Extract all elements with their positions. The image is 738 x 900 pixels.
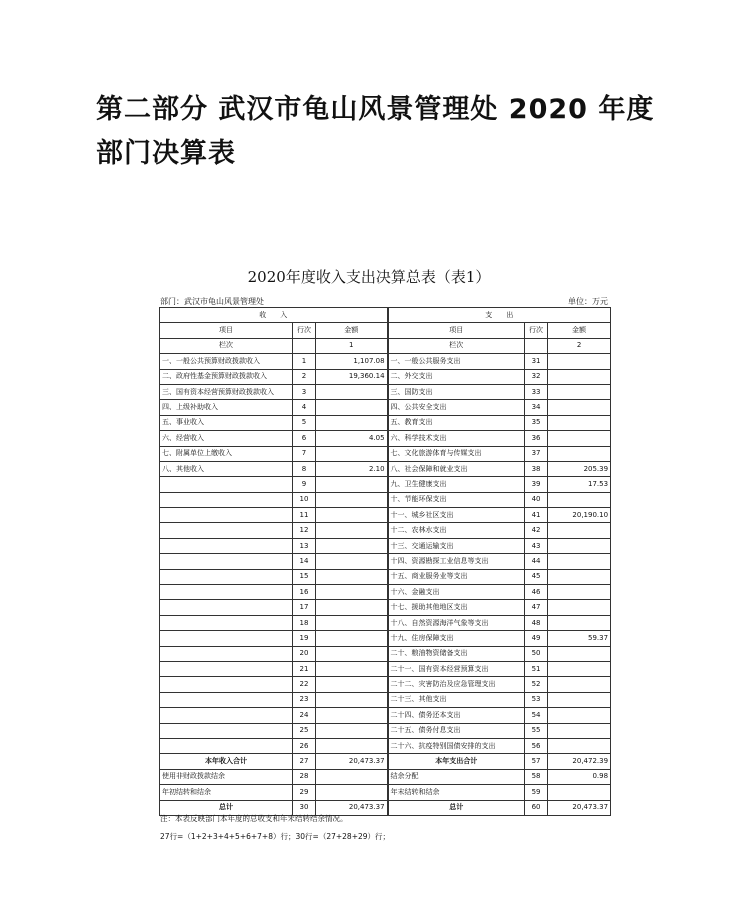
expense-line-cell: 34: [525, 400, 548, 415]
expense-item-cell: 六、科学技术支出: [388, 431, 525, 446]
table-row: [160, 538, 611, 553]
expense-total-amount: 20,472.39: [548, 754, 611, 769]
begin-carryover-line: 29: [293, 785, 316, 800]
expense-total-label: 本年支出合计: [388, 754, 525, 769]
expense-item-cell: 九、卫生健康支出: [388, 477, 525, 492]
expense-amount-cell: [548, 369, 611, 384]
income-line-cell: 18: [293, 615, 316, 630]
expense-amount-cell: [548, 738, 611, 753]
table-row: [160, 600, 611, 615]
expense-line-header: 行次: [525, 323, 548, 338]
income-total-line: 27: [293, 754, 316, 769]
table-row: [160, 508, 611, 523]
table-row: [160, 477, 611, 492]
expense-line-cell: 54: [525, 708, 548, 723]
income-amount-cell: [316, 384, 388, 399]
expense-amount-cell: [548, 400, 611, 415]
income-item-header: 项目: [160, 323, 293, 338]
column-header-row: [160, 323, 611, 338]
income-line-cell: 7: [293, 446, 316, 461]
income-line-header: 行次: [293, 323, 316, 338]
table-row: [160, 661, 611, 676]
expense-item-cell: 五、教育支出: [388, 415, 525, 430]
table-row: [160, 461, 611, 476]
expense-item-cell: 二十三、其他支出: [388, 692, 525, 707]
income-line-cell: 5: [293, 415, 316, 430]
income-item-cell: [160, 723, 293, 738]
table-row: [160, 384, 611, 399]
income-item-cell: 四、上级补助收入: [160, 400, 293, 415]
income-amount-cell: [316, 554, 388, 569]
total-row: [160, 754, 611, 769]
income-amount-cell: [316, 646, 388, 661]
expense-amount-cell: [548, 569, 611, 584]
expense-line-cell: 33: [525, 384, 548, 399]
income-line-cell: 13: [293, 538, 316, 553]
expense-amount-cell: 17.53: [548, 477, 611, 492]
expense-item-cell: 十一、城乡社区支出: [388, 508, 525, 523]
income-amount-cell: [316, 585, 388, 600]
expense-item-cell: 十五、商业服务业等支出: [388, 569, 525, 584]
section-header-row: [160, 308, 611, 323]
expense-amount-cell: [548, 661, 611, 676]
income-amount-cell: [316, 492, 388, 507]
table-row: [160, 692, 611, 707]
nonfiscal-balance-amount: [316, 769, 388, 784]
expense-amount-cell: [548, 692, 611, 707]
expense-line-cell: 55: [525, 723, 548, 738]
table-row: [160, 569, 611, 584]
income-line-cell: 12: [293, 523, 316, 538]
income-line-cell: 8: [293, 461, 316, 476]
income-grand-total-amount: 20,473.37: [316, 800, 388, 815]
expense-amount-cell: [548, 677, 611, 692]
income-line-cell: 3: [293, 384, 316, 399]
income-amount-cell: [316, 508, 388, 523]
expense-line-cell: 47: [525, 600, 548, 615]
table-row: [160, 738, 611, 753]
expense-amount-cell: 20,190.10: [548, 508, 611, 523]
expense-item-cell: 二十一、国有资本经营预算支出: [388, 661, 525, 676]
expense-line-cell: 37: [525, 446, 548, 461]
income-item-cell: 三、国有资本经营预算财政拨款收入: [160, 384, 293, 399]
expense-item-cell: 二十五、债务付息支出: [388, 723, 525, 738]
expense-item-cell: 十三、交通运输支出: [388, 538, 525, 553]
table-row: [160, 554, 611, 569]
income-item-cell: [160, 492, 293, 507]
income-amount-cell: [316, 600, 388, 615]
income-amount-cell: [316, 415, 388, 430]
expense-item-cell: 四、公共安全支出: [388, 400, 525, 415]
table-note: 注：本表反映部门本年度的总收支和年末结转结余情况。: [160, 814, 348, 823]
begin-carryover-label: 年初结转和结余: [160, 785, 293, 800]
table-row: [160, 369, 611, 384]
income-item-cell: [160, 523, 293, 538]
expense-total-line: 57: [525, 754, 548, 769]
income-line-cell: 11: [293, 508, 316, 523]
column-index-row: [160, 338, 611, 353]
income-total-label: 本年收入合计: [160, 754, 293, 769]
income-item-cell: [160, 569, 293, 584]
expense-amount-cell: [548, 723, 611, 738]
expense-column-label: 栏次: [388, 338, 525, 353]
income-amount-cell: [316, 677, 388, 692]
income-grand-total-line: 30: [293, 800, 316, 815]
income-amount-cell: [316, 708, 388, 723]
income-expense-table: [159, 307, 611, 816]
table-row: [160, 492, 611, 507]
income-amount-cell: 2.10: [316, 461, 388, 476]
expense-item-cell: 二、外交支出: [388, 369, 525, 384]
table-title: 2020年度收入支出决算总表（表1）: [247, 268, 491, 286]
balance-row: [160, 769, 611, 784]
expense-line-cell: 49: [525, 631, 548, 646]
expense-amount-cell: [548, 554, 611, 569]
expense-amount-cell: [548, 538, 611, 553]
table-row: [160, 446, 611, 461]
expense-item-cell: 二十四、债务还本支出: [388, 708, 525, 723]
income-item-cell: [160, 538, 293, 553]
expense-line-cell: 32: [525, 369, 548, 384]
income-item-cell: [160, 708, 293, 723]
table-row: [160, 415, 611, 430]
income-amount-cell: [316, 569, 388, 584]
income-amount-cell: [316, 615, 388, 630]
table-row: [160, 585, 611, 600]
balance-allocation-line: 58: [525, 769, 548, 784]
expense-item-cell: 八、社会保障和就业支出: [388, 461, 525, 476]
income-amount-cell: [316, 738, 388, 753]
income-total-amount: 20,473.37: [316, 754, 388, 769]
expense-grand-total-line: 60: [525, 800, 548, 815]
balance-allocation-label: 结余分配: [388, 769, 525, 784]
expense-amount-cell: [548, 523, 611, 538]
income-item-cell: [160, 585, 293, 600]
end-carryover-label: 年末结转和结余: [388, 785, 525, 800]
income-line-cell: 19: [293, 631, 316, 646]
income-section-header: 收 入: [160, 308, 388, 323]
expense-item-cell: 十六、金融支出: [388, 585, 525, 600]
income-item-cell: [160, 600, 293, 615]
income-item-cell: [160, 508, 293, 523]
expense-amount-cell: [548, 446, 611, 461]
income-amount-cell: [316, 661, 388, 676]
nonfiscal-balance-line: 28: [293, 769, 316, 784]
income-item-cell: 七、附属单位上缴收入: [160, 446, 293, 461]
expense-column-blank: [525, 338, 548, 353]
expense-section-header: 支 出: [388, 308, 611, 323]
expense-item-cell: 七、文化旅游体育与传媒支出: [388, 446, 525, 461]
income-item-cell: 一、一般公共预算财政拨款收入: [160, 354, 293, 369]
income-amount-cell: [316, 523, 388, 538]
income-item-cell: 六、经营收入: [160, 431, 293, 446]
table-row: [160, 631, 611, 646]
income-line-cell: 14: [293, 554, 316, 569]
income-amount-cell: 19,360.14: [316, 369, 388, 384]
expense-amount-cell: [548, 384, 611, 399]
expense-item-cell: 十九、住房保障支出: [388, 631, 525, 646]
income-amount-cell: [316, 631, 388, 646]
expense-line-cell: 50: [525, 646, 548, 661]
expense-column-number: 2: [548, 338, 611, 353]
expense-item-cell: 十四、资源勘探工业信息等支出: [388, 554, 525, 569]
income-line-cell: 25: [293, 723, 316, 738]
table-row: [160, 400, 611, 415]
table-row: [160, 523, 611, 538]
expense-amount-cell: [548, 431, 611, 446]
income-item-cell: [160, 661, 293, 676]
expense-amount-cell: 59.37: [548, 631, 611, 646]
income-column-number: 1: [316, 338, 388, 353]
expense-line-cell: 40: [525, 492, 548, 507]
end-carryover-amount: [548, 785, 611, 800]
expense-line-cell: 45: [525, 569, 548, 584]
expense-line-cell: 51: [525, 661, 548, 676]
expense-item-cell: 二十、粮油物资储备支出: [388, 646, 525, 661]
income-amount-cell: [316, 446, 388, 461]
expense-line-cell: 36: [525, 431, 548, 446]
expense-amount-cell: [548, 646, 611, 661]
department-label: 部门：武汉市龟山风景管理处: [160, 297, 264, 306]
table-row: [160, 677, 611, 692]
income-item-cell: [160, 692, 293, 707]
income-item-cell: [160, 615, 293, 630]
expense-item-cell: 十二、农林水支出: [388, 523, 525, 538]
expense-amount-cell: [548, 615, 611, 630]
income-item-cell: 八、其他收入: [160, 461, 293, 476]
income-amount-cell: [316, 477, 388, 492]
expense-line-cell: 48: [525, 615, 548, 630]
income-column-label: 栏次: [160, 338, 293, 353]
income-item-cell: [160, 554, 293, 569]
expense-item-cell: 十、节能环保支出: [388, 492, 525, 507]
income-line-cell: 22: [293, 677, 316, 692]
expense-line-cell: 56: [525, 738, 548, 753]
expense-line-cell: 44: [525, 554, 548, 569]
expense-line-cell: 53: [525, 692, 548, 707]
income-item-cell: [160, 631, 293, 646]
income-line-cell: 23: [293, 692, 316, 707]
income-line-cell: 24: [293, 708, 316, 723]
income-line-cell: 1: [293, 354, 316, 369]
income-item-cell: [160, 738, 293, 753]
table-row: [160, 723, 611, 738]
expense-line-cell: 31: [525, 354, 548, 369]
expense-amount-cell: [548, 354, 611, 369]
income-line-cell: 21: [293, 661, 316, 676]
nonfiscal-balance-label: 使用非财政拨款结余: [160, 769, 293, 784]
expense-item-cell: 十七、援助其他地区支出: [388, 600, 525, 615]
income-item-cell: 五、事业收入: [160, 415, 293, 430]
expense-amount-header: 金额: [548, 323, 611, 338]
end-carryover-line: 59: [525, 785, 548, 800]
income-amount-cell: [316, 692, 388, 707]
income-line-cell: 15: [293, 569, 316, 584]
expense-amount-cell: [548, 415, 611, 430]
income-line-cell: 10: [293, 492, 316, 507]
expense-grand-total-amount: 20,473.37: [548, 800, 611, 815]
expense-line-cell: 43: [525, 538, 548, 553]
income-amount-header: 金额: [316, 323, 388, 338]
income-amount-cell: [316, 723, 388, 738]
income-amount-cell: [316, 400, 388, 415]
income-item-cell: [160, 477, 293, 492]
income-line-cell: 6: [293, 431, 316, 446]
expense-amount-cell: [548, 492, 611, 507]
expense-amount-cell: [548, 585, 611, 600]
table-row: [160, 354, 611, 369]
income-amount-cell: 1,107.08: [316, 354, 388, 369]
income-item-cell: 二、政府性基金预算财政拨款收入: [160, 369, 293, 384]
unit-label: 单位：万元: [568, 297, 608, 306]
income-amount-cell: 4.05: [316, 431, 388, 446]
formula-note: 27行=（1+2+3+4+5+6+7+8）行；30行=（27+28+29）行；: [160, 832, 391, 841]
expense-amount-cell: [548, 600, 611, 615]
table-row: [160, 615, 611, 630]
income-line-cell: 17: [293, 600, 316, 615]
expense-grand-total-label: 总计: [388, 800, 525, 815]
expense-amount-cell: 205.39: [548, 461, 611, 476]
table-row: [160, 708, 611, 723]
expense-line-cell: 39: [525, 477, 548, 492]
expense-line-cell: 42: [525, 523, 548, 538]
begin-carryover-amount: [316, 785, 388, 800]
income-amount-cell: [316, 538, 388, 553]
expense-item-header: 项目: [388, 323, 525, 338]
income-item-cell: [160, 646, 293, 661]
income-line-cell: 26: [293, 738, 316, 753]
table-row: [160, 646, 611, 661]
expense-amount-cell: [548, 708, 611, 723]
income-item-cell: [160, 677, 293, 692]
expense-item-cell: 一、一般公共服务支出: [388, 354, 525, 369]
expense-line-cell: 46: [525, 585, 548, 600]
income-line-cell: 9: [293, 477, 316, 492]
income-column-blank: [293, 338, 316, 353]
expense-item-cell: 二十六、抗疫特别国债安排的支出: [388, 738, 525, 753]
document-heading: 第二部分 武汉市龟山风景管理处 2020 年度部门决算表: [96, 94, 655, 169]
expense-line-cell: 38: [525, 461, 548, 476]
expense-item-cell: 二十二、灾害防治及应急管理支出: [388, 677, 525, 692]
income-line-cell: 20: [293, 646, 316, 661]
expense-line-cell: 52: [525, 677, 548, 692]
expense-item-cell: 十八、自然资源海洋气象等支出: [388, 615, 525, 630]
income-line-cell: 4: [293, 400, 316, 415]
expense-item-cell: 三、国防支出: [388, 384, 525, 399]
income-line-cell: 16: [293, 585, 316, 600]
table-row: [160, 431, 611, 446]
income-grand-total-label: 总计: [160, 800, 293, 815]
income-line-cell: 2: [293, 369, 316, 384]
expense-line-cell: 35: [525, 415, 548, 430]
balance-allocation-amount: 0.98: [548, 769, 611, 784]
carryover-row: [160, 785, 611, 800]
expense-line-cell: 41: [525, 508, 548, 523]
